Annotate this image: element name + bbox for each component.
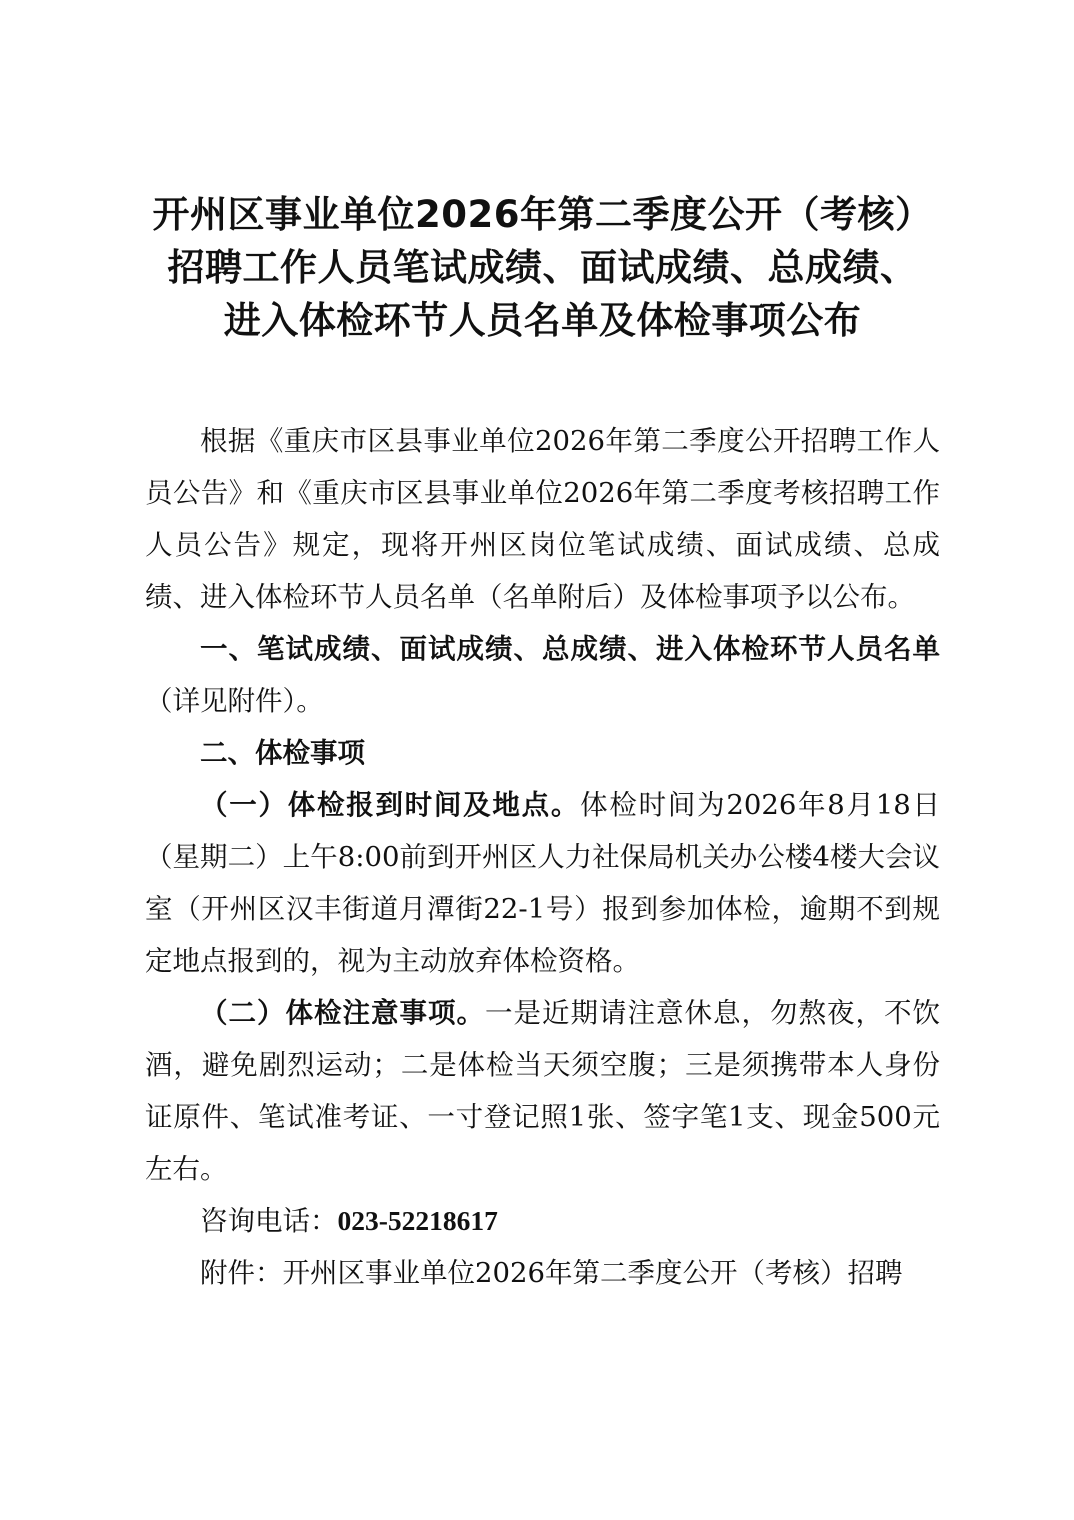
document-page — [145, 188, 940, 1299]
item-2-text: 一是近期请注意休息，勿熬夜，不饮酒，避免剧烈运动；二是体检当天须空腹；三是须携带本人身份证原件、笔试准考证、一寸登记照1张、签字笔1支、现金500元左右。 — [145, 997, 940, 1185]
attachment-paragraph: 附件：开州区事业单位2026年第二季度公开（考核）招聘 — [200, 1257, 903, 1289]
title-line-3: 进入体检环节人员名单及体检事项公布 — [223, 299, 862, 342]
item-2-paragraph — [145, 987, 940, 1195]
intro-paragraph: 根据《重庆市区县事业单位2026年第二季度公开招聘工作人员公告》和《重庆市区县事业单位2026年第二季度考核招聘工作人员公告》规定，现将开州区岗位笔试成绩、面试成绩、总成绩、进入体检环节人员名单（名单附后）及体检事项予以公布。 — [145, 425, 940, 613]
title-line-2: 招聘工作人员笔试成绩、面试成绩、总成绩、 — [167, 246, 918, 289]
contact-phone: 023-52218617 — [337, 1205, 498, 1236]
document-body — [145, 415, 940, 1299]
item-2-heading: （二）体检注意事项。 — [200, 997, 485, 1029]
item-1-heading: （一）体检报到时间及地点。 — [200, 789, 581, 821]
item-1-paragraph — [145, 779, 940, 987]
section-2-heading: 二、体检事项 — [200, 737, 365, 769]
item-1-text: 体检时间为2026年8月18日（星期二）上午8:00前到开州区人力社保局机关办公楼4楼大会议室（开州区汉丰街道月潭街22-1号）报到参加体检，逾期不到规定地点报到的，视为主动放弃体检资格。 — [145, 789, 940, 977]
section-1-paragraph — [145, 623, 940, 727]
contact-label: 咨询电话： — [200, 1205, 338, 1237]
section-1-heading: 一、笔试成绩、面试成绩、总成绩、进入体检环节人员名单 — [200, 633, 940, 665]
section-2-paragraph — [145, 727, 940, 779]
section-1-text: （详见附件）。 — [145, 685, 324, 717]
document-title — [145, 188, 940, 347]
contact-paragraph — [145, 1195, 940, 1247]
title-line-1: 开州区事业单位2026年第二季度公开（考核） — [152, 193, 933, 236]
